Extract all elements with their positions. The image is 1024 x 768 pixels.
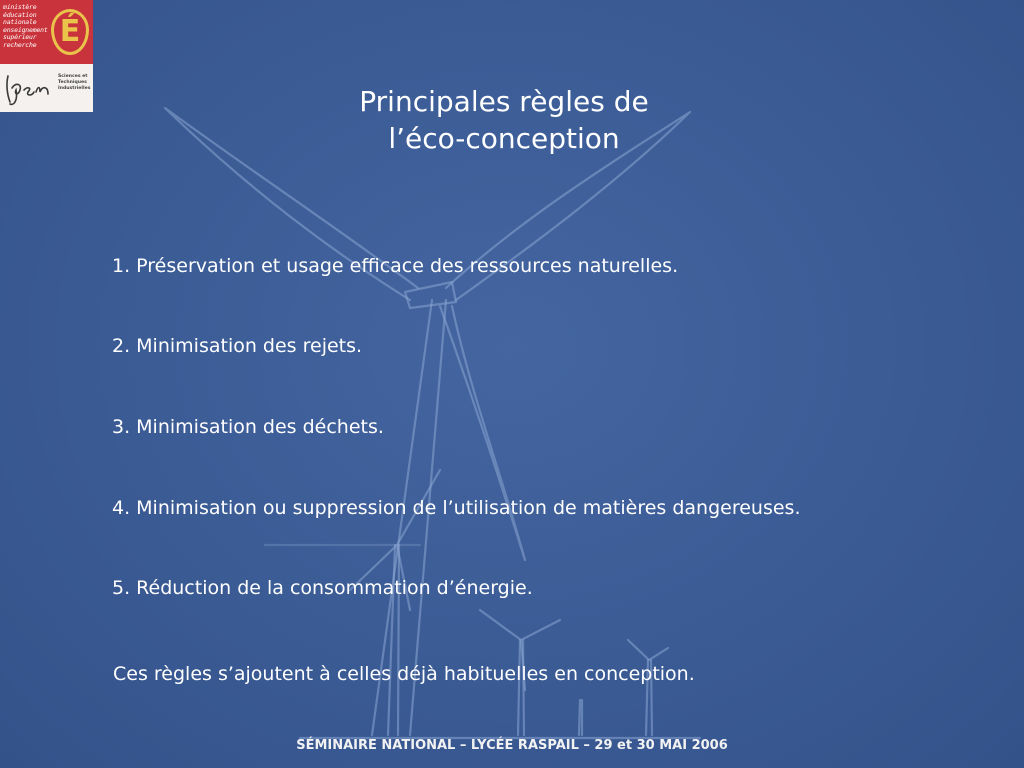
sti-label: Sciences et Techniques Industrielles xyxy=(58,74,91,91)
slide-footer: SÉMINAIRE NATIONAL – LYCÉE RASPAIL – 29 et 30 MAI 2006 xyxy=(296,738,728,753)
ministry-logo-text: ministère éducation nationale enseignement supérieur recherche xyxy=(3,3,48,49)
rule-item-1: 1. Préservation et usage efficace des ressources naturelles. xyxy=(112,255,679,277)
ministry-seal-letter: É xyxy=(59,14,81,49)
slide-title-line-1: Principales règles de xyxy=(359,85,649,118)
slide-title-line-2: l’éco-conception xyxy=(388,122,620,155)
rule-item-4: 4. Minimisation ou suppression de l’utilisation de matières dangereuses. xyxy=(112,497,801,519)
rule-item-2: 2. Minimisation des rejets. xyxy=(112,335,363,357)
rule-item-5: 5. Réduction de la consommation d’énergie. xyxy=(112,577,533,599)
slide-title xyxy=(254,83,754,157)
ministry-logo xyxy=(0,0,93,112)
closing-note: Ces règles s’ajoutent à celles déjà habituelles en conception. xyxy=(113,663,695,685)
igen-logo-icon xyxy=(2,64,56,108)
rule-item-3: 3. Minimisation des déchets. xyxy=(112,416,384,438)
